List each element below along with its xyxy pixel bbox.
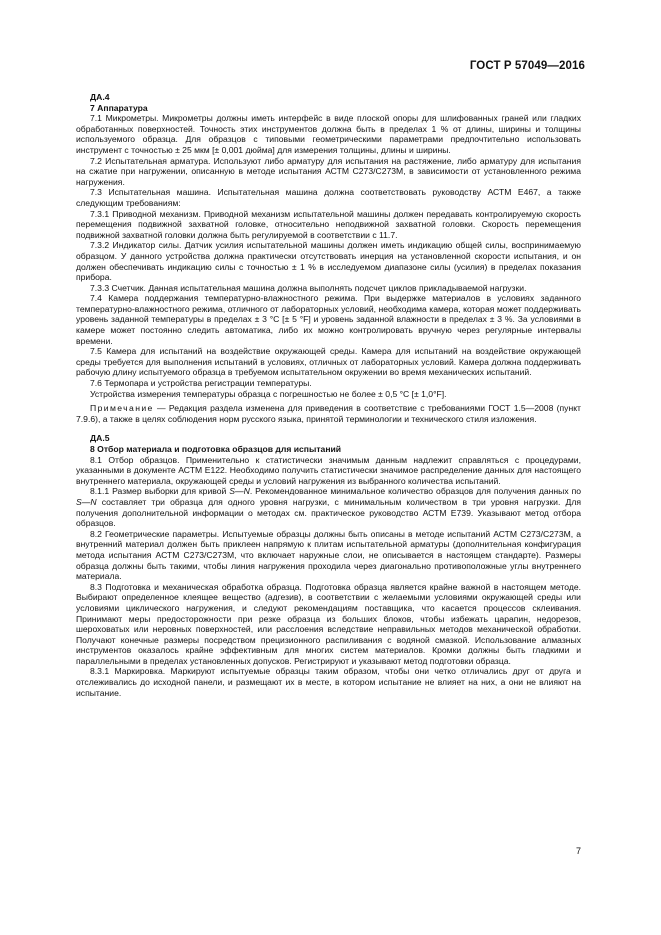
- section-8-title: 8 Отбор материала и подготовка образцов для испытаний: [90, 444, 342, 454]
- p8-1-1-part-b: . Рекомендованное минимальное количество образцов для получения данных по: [249, 486, 581, 497]
- note-text: — Редакция раздела изменена для приведения в соответствие с требованиями ГОСТ 1.5—2008 (пункт 7.9.6), а также в целях соблюдения норм русского языка, принятой терминологии и технического стиля изложения.: [76, 403, 581, 424]
- p8-1-1-sn-2: S—N: [76, 496, 97, 507]
- paragraph-7-3-3: 7.3.3 Счетчик. Данная испытательная машина должна выполнять подсчет циклов прикладываемой нагрузки.: [90, 282, 527, 293]
- paragraph-7-6: 7.6 Термопара и устройства регистрации температуры.: [90, 378, 312, 389]
- p8-1-1-sn-1: S—N: [229, 486, 250, 497]
- paragraph-7-1: 7.1 Микрометры. Микрометры должны иметь интерфейс в виде плоской опоры для шлифованных граней или гладких обработанных поверхностей. Точность этих инструментов должна быть в пределах 1 % от длины, ширины и толщины используемого образца. Для образцов с типовыми геометрическими параметрами предпочтительно использовать инструмент с точностью ± 25 мкм [± 0,001 дюйма] для измерения толщины, длины и ширины.: [76, 113, 581, 155]
- paragraph-8-1: 8.1 Отбор образцов. Применительно к статистически значимым данным надлежит справляться с процедурами, указанными в документе АСТМ Е122. Необходимо получить статистически значимое распределение данных для настоящего внутреннего материала, окружающей среды и условий нагружения из выбранного количества испытаний.: [76, 454, 581, 486]
- page-number: 7: [575, 846, 581, 856]
- document-body: [76, 92, 581, 698]
- paragraph-7-5: 7.5 Камера для испытаний на воздействие окружающей среды. Камера для испытаний на воздействие окружающей среды требуется для выполнения испытаний в условиях, отличных от лабораторных условий. Камера должна поддерживать рабочую длину испытуемого образца в требуемом испытательном окружении во время механических испытаний.: [76, 346, 581, 378]
- note-label: Примечание: [90, 403, 154, 414]
- appendix-label-da5: ДА.5: [90, 433, 110, 444]
- paragraph-8-3-1: 8.3.1 Маркировка. Маркируют испытуемые образцы таким образом, чтобы они четко отличались друг от друга и отслеживались до исходной панели, и размещают их в месте, в котором испытание не влияет на них, а они не влияют на испытание.: [76, 666, 581, 698]
- section-7-title: 7 Аппаратура: [90, 102, 148, 113]
- document-header: ГОСТ Р 57049—2016: [469, 60, 585, 72]
- paragraph-7-2: 7.2 Испытательная арматура. Используют либо арматуру для испытания на растяжение, либо арматуру для испытания на сжатие при нагружении, описанную в методе испытания АСТМ С273/С273М, в зависимости от установленного режима нагружения.: [76, 155, 581, 187]
- paragraph-7-3-1: 7.3.1 Приводной механизм. Приводной механизм испытательной машины должен передавать контролируемую скорость перемещения подвижной захватной головке, относительно неподвижной захватной головки. Скорость перемещения подвижной захватной головки должна быть регулируемой в соответствии с 11.7.: [76, 208, 581, 240]
- paragraph-7-4: 7.4 Камера поддержания температурно-влажностного режима. При выдержке материалов в условиях заданного температурно-влажностного режима, отличного от лабораторных условий, необходима камера, которая может поддерживать уровень заданной температуры в пределах ± 3 °С [± 5 °F] и уровень заданной влажности в пределах ± 3 %. За условиями в камере может постоянно следить автоматика, либо их можно контролировать вручную через регулярные интервалы времени.: [76, 293, 581, 346]
- paragraph-8-3: 8.3 Подготовка и механическая обработка образца. Подготовка образца является крайне важной в настоящем методе. Выбирают определенное клеящее вещество (адгезив), в соответствии с желаемыми условиями окружающей среды или условиями циклического нагружения, и следуют рекомендациям поставщика, что касается процессов склеивания. Принимают меры предосторожности при резке образца из больших блоков, чтобы избежать царапин, недорезов, шероховатых или неровных поверхностей, или расслоения вследствие неправильных методов механической обработки. Получают конечные размеры посредством прецизионного распиливания с водяной смазкой. Использование алмазных инструментов оказалось крайне эффективным для многих систем материалов. Кромки должны быть гладкими и параллельными в пределах установленных допусков. Регистрируют и указывают метод подготовки образца.: [76, 581, 581, 666]
- p8-1-1-part-a: 8.1.1 Размер выборки для кривой: [90, 486, 230, 497]
- paragraph-7-3: 7.3 Испытательная машина. Испытательная машина должна соответствовать руководству АСТМ Е467, а также следующим требованиям:: [76, 187, 581, 208]
- paragraph-8-1-1: [76, 486, 581, 528]
- p8-1-1-part-c: составляет три образца для одного уровня нагрузки, с минимальным количеством в три уровня нагрузки. Для получения дополнительной информации о методах см. практическое руководство АСТМ Е739. Указывают метод отбора образцов.: [76, 496, 581, 529]
- note-paragraph: [76, 403, 581, 424]
- paragraph-8-2: 8.2 Геометрические параметры. Испытуемые образцы должны быть описаны в методе испытаний АСТМ С273/С273М, а внутренний материал должен быть приклеен напрямую к плитам испытательной арматуры (дополнительная конфигурация метода испытания АСТМ С273/С273М, что включает наружные слои, не описывается в настоящем стандарте). Размеры образца должны быть такими, чтобы линия нагружения проходила через диагонально противоположные углы внутреннего материала.: [76, 528, 581, 582]
- paragraph-7-3-2: 7.3.2 Индикатор силы. Датчик усилия испытательной машины должен иметь индикацию общей силы, воспринимаемую образцом. У данного устройства должна практически отсутствовать инерция на установленной скорости испытания, и он должен обеспечивать индикацию силы с точностью ± 1 % в исследуемом диапазоне силы (усилия) в пределах показания прибора.: [76, 240, 581, 283]
- appendix-label-da4: ДА.4: [90, 92, 110, 102]
- paragraph-7-6-detail: Устройства измерения температуры образца с погрешностью не более ± 0,5 °С [± 1,0°F].: [90, 388, 447, 399]
